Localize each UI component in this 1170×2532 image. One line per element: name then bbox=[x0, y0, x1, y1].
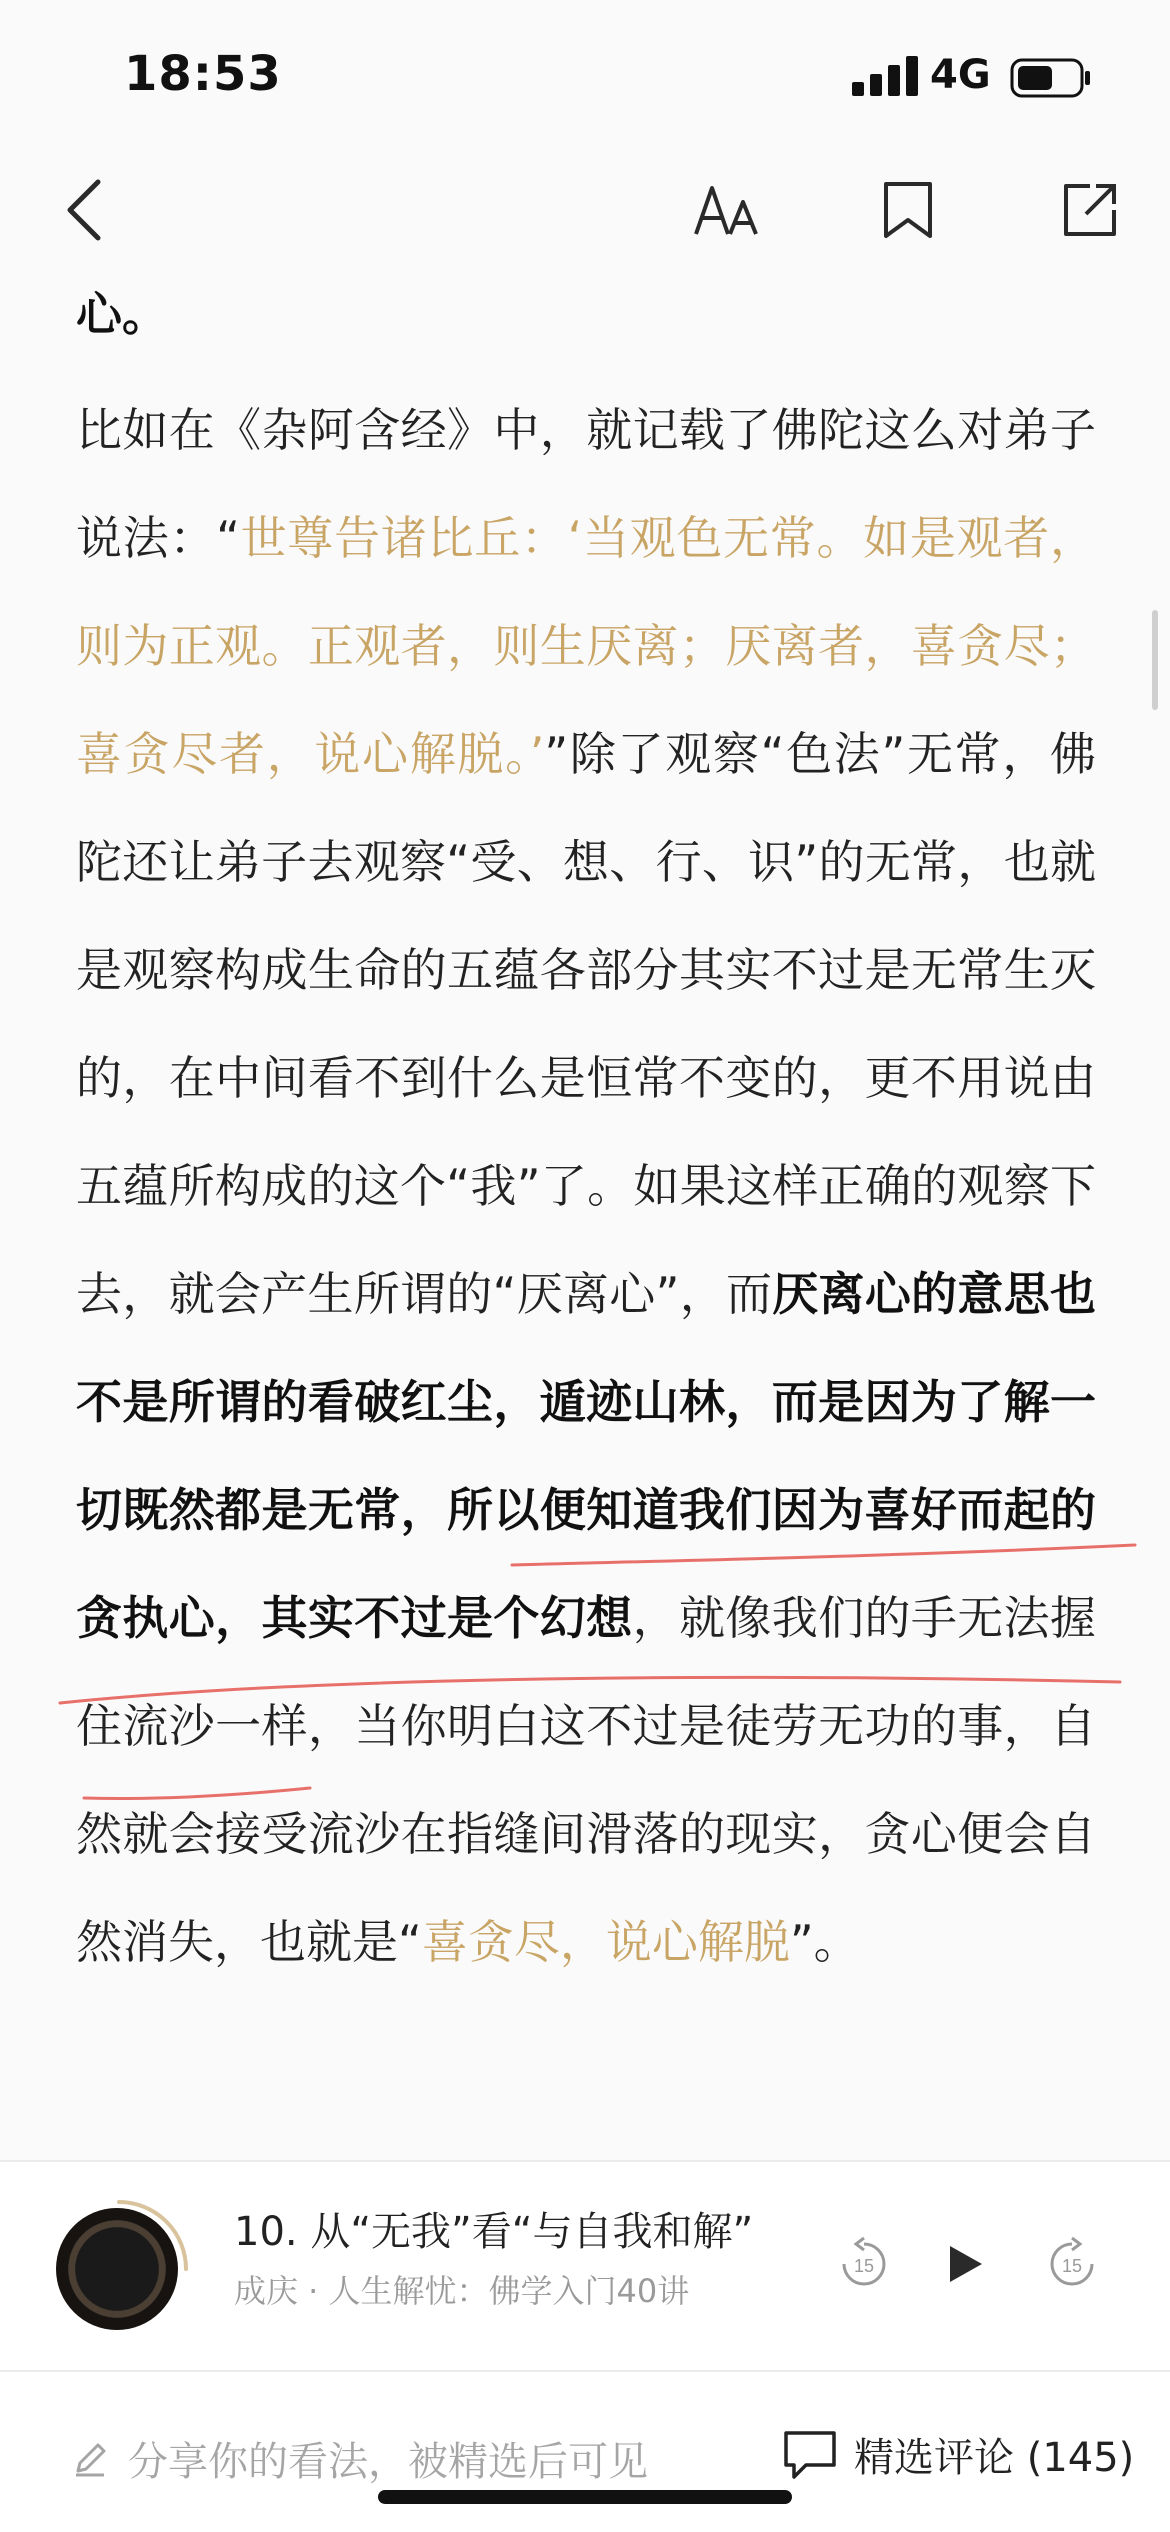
home-indicator[interactable] bbox=[378, 2490, 792, 2504]
paragraph-text: ”除了观察“色法”无常，佛陀还让弟子去观察“受、想、行、识”的无常，也就是观察构成生命的五蕴各部分其实不过是无常生灭的，在中间看不到什么是恒常不变的，更不用说由五蕴所构成的这个“我”了。如果这样正确的观察下去，就会产生所谓的“厌离心”，而 bbox=[76, 727, 1096, 1321]
comment-placeholder: 分享你的看法，被精选后可见 bbox=[128, 2439, 648, 2485]
font-size-button[interactable] bbox=[686, 170, 766, 250]
status-bar bbox=[0, 0, 1170, 150]
status-time: 18:53 bbox=[124, 46, 282, 102]
comment-bar bbox=[0, 2370, 1170, 2532]
paragraph-text: ，就像我们的手无法握住流沙一样，当你明白这不过是徒劳无功的事，自然就会接受流沙在指缝间滑落的现实，贪心便会自然消失，也就是“ bbox=[76, 1591, 1097, 1969]
rewind-label: 15 bbox=[853, 2256, 875, 2276]
rewind-15-icon bbox=[834, 2234, 894, 2294]
article-paragraph bbox=[76, 376, 1096, 1996]
share-button[interactable] bbox=[1050, 170, 1130, 250]
cellular-signal-icon bbox=[852, 56, 918, 96]
play-icon bbox=[942, 2242, 986, 2286]
featured-reviews-button[interactable] bbox=[782, 2426, 1134, 2483]
back-icon bbox=[62, 178, 106, 242]
battery-icon bbox=[1010, 58, 1092, 98]
article-top-line: 心。 bbox=[76, 287, 168, 341]
forward-15-icon bbox=[1042, 2234, 1102, 2294]
reviews-label: 精选评论 (145) bbox=[854, 2435, 1135, 2481]
rewind-15-button[interactable] bbox=[824, 2224, 904, 2304]
divider bbox=[0, 2370, 1170, 2372]
track-subtitle: 成庆 · 人生解忧：佛学入门40讲 bbox=[234, 2272, 690, 2310]
comment-input[interactable] bbox=[70, 2430, 648, 2487]
track-title[interactable]: 10. 从“无我”看“与自我和解” bbox=[234, 2209, 754, 2255]
share-icon bbox=[1060, 180, 1120, 240]
article-content bbox=[76, 260, 1096, 1996]
progress-ring-icon bbox=[44, 2194, 194, 2344]
audio-player bbox=[0, 2160, 1170, 2370]
forward-label: 15 bbox=[1061, 2256, 1083, 2276]
pencil-icon bbox=[70, 2439, 110, 2479]
sutra-quote-inline: 喜贪尽，说心解脱 bbox=[421, 1915, 790, 1969]
reader-toolbar bbox=[0, 160, 1170, 260]
bookmark-icon bbox=[882, 180, 934, 240]
bookmark-button[interactable] bbox=[868, 170, 948, 250]
play-button[interactable] bbox=[924, 2224, 1004, 2304]
forward-15-button[interactable] bbox=[1032, 2224, 1112, 2304]
sutra-quote: 世尊告诸比丘：‘当观色无常。如是观者，则为正观。正观者，则生厌离；厌离者，喜贪尽；喜贪尽者，说心解脱。’ bbox=[76, 511, 1096, 781]
comment-icon bbox=[782, 2429, 838, 2481]
font-size-icon bbox=[692, 182, 760, 238]
highlighted-text[interactable]: 厌离心的意思也不是所谓的看破红尘，遁迹山林，而是因为了解一切既然都是无常，所以便知道我们因为喜好而起的贪执心，其实不过是个幻想 bbox=[76, 1267, 1096, 1645]
paragraph-text: 比如在《杂阿含经》中，就记载了佛陀这么对弟子说法：“ bbox=[76, 403, 1096, 565]
divider bbox=[0, 2160, 1170, 2162]
paragraph-text: ”。 bbox=[789, 1915, 860, 1969]
network-type: 4G bbox=[930, 52, 991, 98]
scrollbar[interactable] bbox=[1152, 610, 1158, 710]
back-button[interactable] bbox=[44, 170, 124, 250]
